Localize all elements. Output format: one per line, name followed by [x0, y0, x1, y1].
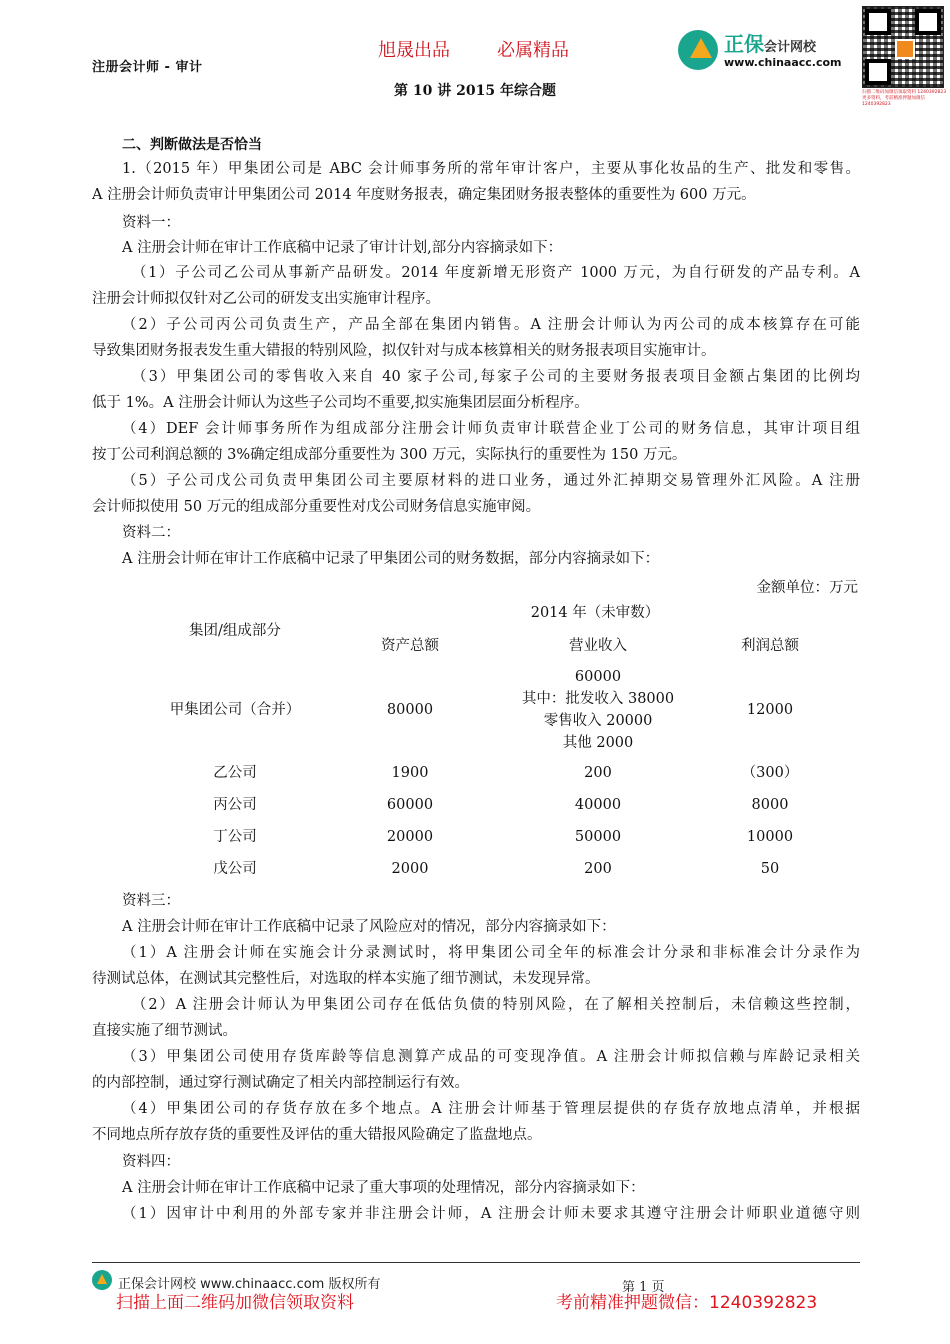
m3-item3-b: 的内部控制，通过穿行测试确定了相关内部控制运行有效。 — [92, 1075, 469, 1091]
table-cell-revenue-wholesale: 其中：批发收入 38000 — [521, 691, 675, 707]
table-cell-revenue-other: 其他 2000 — [562, 735, 634, 751]
table-row-name: 丙公司 — [213, 797, 257, 813]
footer-copyright: 正保会计网校 www.chinaacc.com 版权所有 — [118, 1277, 381, 1292]
table-cell-profit: 10000 — [746, 829, 794, 845]
promo-left: 扫描上面二维码加微信领取资料 — [116, 1293, 354, 1313]
m1-item5-b: 会计师拟使用 50 万元的组成部分重要性对戊公司财务信息实施审阅。 — [92, 499, 541, 515]
m1-item5-a: （5）子公司戊公司负责甲集团公司主要原材料的进口业务，通过外汇掉期交易管理外汇风险。A 注册 — [122, 473, 860, 489]
promo-right: 考前精准押题微信：1240392823 — [556, 1293, 818, 1313]
m1-item2-a: （2）子公司丙公司负责生产，产品全部在集团内销售。A 注册会计师认为丙公司的成本核算存在可能 — [122, 317, 860, 333]
logo-url: www.chinaacc.com — [724, 56, 842, 69]
qr-caption: 扫描二维码加微信领取资料 1240392823 更多资料，考前精准押题加微信 1240392823 — [862, 90, 947, 107]
material2-intro: A 注册会计师在审计工作底稿中记录了甲集团公司的财务数据，部分内容摘录如下： — [122, 551, 660, 567]
table-cell-profit: （300） — [741, 765, 799, 781]
m3-item1-a: （1）A 注册会计师在实施会计分录测试时，将甲集团公司全年的标准会计分录和非标准会计分录作为 — [122, 945, 860, 961]
table-cell-revenue: 40000 — [574, 797, 622, 813]
material3-label: 资料三： — [122, 893, 180, 909]
table-cell-assets: 1900 — [391, 765, 429, 781]
material2-label: 资料二： — [122, 525, 180, 541]
table-cell-revenue: 200 — [584, 861, 612, 877]
logo-brand: 正保会计网校 — [724, 32, 817, 56]
q-intro-line-2: A 注册会计师负责审计甲集团公司 2014 年度财务报表，确定集团财务报表整体的重要性为 600 万元。 — [92, 187, 756, 203]
footer-divider — [92, 1262, 860, 1263]
m3-item2-a: （2）A 注册会计师认为甲集团公司存在低估负债的特别风险，在了解相关控制后，未信赖这些控制， — [132, 997, 860, 1013]
page-number: 第 1 页 — [622, 1280, 665, 1295]
m1-item3-a: （3）甲集团公司的零售收入来自 40 家子公司,每家子公司的主要财务报表项目金额占集团的比例均 — [132, 369, 860, 385]
table-cell-revenue: 200 — [584, 765, 612, 781]
m3-item3-a: （3）甲集团公司使用存货库龄等信息测算产成品的可变现净值。A 注册会计师拟信赖与库龄记录相关 — [122, 1049, 860, 1065]
m3-item4-a: （4）甲集团公司的存货存放在多个地点。A 注册会计师基于管理层提供的存货存放地点清单，并根据 — [122, 1101, 860, 1117]
logo-mark-icon — [678, 30, 718, 70]
material3-intro: A 注册会计师在审计工作底稿中记录了风险应对的情况，部分内容摘录如下： — [122, 919, 616, 935]
m1-item1-b: 注册会计师拟仅针对乙公司的研发支出实施审计程序。 — [92, 291, 440, 307]
m1-item2-b: 导致集团财务报表发生重大错报的特别风险，拟仅针对与成本核算相关的财务报表项目实施审计。 — [92, 343, 716, 359]
table-header-assets: 资产总额 — [381, 638, 439, 654]
table-cell-profit: 12000 — [746, 702, 794, 718]
slogan-right: 必属精品 — [497, 40, 569, 61]
course-title: 注册会计师 - 审计 — [92, 60, 203, 75]
table-row-name: 丁公司 — [213, 829, 257, 845]
slogan-left: 旭晟出品 — [378, 40, 450, 61]
table-year-header: 2014 年（未审数） — [530, 605, 660, 621]
m1-item4-a: （4）DEF 会计师事务所作为组成部分注册会计师负责审计联营企业丁公司的财务信息，其审计项目组 — [122, 421, 860, 437]
m1-item4-b: 按丁公司利润总额的 3%确定组成部分重要性为 300 万元，实际执行的重要性为 150 万元。 — [92, 447, 687, 463]
section-heading: 二、判断做法是否恰当 — [122, 137, 262, 153]
m1-item3-b: 低于 1%。A 注册会计师认为这些子公司均不重要,拟实施集团层面分析程序。 — [92, 395, 589, 411]
material1-label: 资料一： — [122, 215, 180, 231]
table-row-name: 戊公司 — [213, 861, 257, 877]
table-cell-revenue: 60000 — [574, 669, 622, 685]
m1-item1-a: （1）子公司乙公司从事新产品研发。2014 年度新增无形资产 1000 万元，为自行研发的产品专利。A — [132, 265, 860, 281]
amount-unit: 金额单位：万元 — [756, 580, 858, 596]
table-cell-revenue-retail: 零售收入 20000 — [543, 713, 653, 729]
material4-intro: A 注册会计师在审计工作底稿中记录了重大事项的处理情况，部分内容摘录如下： — [122, 1180, 645, 1196]
m3-item1-b: 待测试总体，在测试其完整性后，对选取的样本实施了细节测试，未发现异常。 — [92, 971, 600, 987]
qr-code-icon — [862, 6, 944, 88]
material1-intro: A 注册会计师在审计工作底稿中记录了审计计划,部分内容摘录如下： — [122, 240, 563, 256]
table-col-group-header: 集团/组成部分 — [189, 623, 281, 639]
footer-logo-icon — [92, 1270, 112, 1290]
q-intro-line-1: 1.（2015 年）甲集团公司是 ABC 会计师事务所的常年审计客户，主要从事化妆品的生产、批发和零售。 — [122, 161, 860, 177]
material4-label: 资料四： — [122, 1154, 180, 1170]
table-row-name: 乙公司 — [213, 765, 257, 781]
table-cell-assets: 2000 — [391, 861, 429, 877]
table-cell-assets: 20000 — [386, 829, 434, 845]
table-cell-revenue: 50000 — [574, 829, 622, 845]
table-cell-profit: 50 — [760, 861, 780, 877]
table-header-profit: 利润总额 — [741, 638, 799, 654]
chinaacc-logo — [678, 26, 858, 74]
table-row-name: 甲集团公司（合并） — [169, 702, 301, 718]
m3-item2-b: 直接实施了细节测试。 — [92, 1023, 237, 1039]
table-cell-assets: 60000 — [386, 797, 434, 813]
table-header-revenue: 营业收入 — [569, 638, 627, 654]
m3-item4-b: 不同地点所存放存货的重要性及评估的重大错报风险确定了监盘地点。 — [92, 1127, 542, 1143]
table-cell-profit: 8000 — [751, 797, 789, 813]
lecture-title: 第 10 讲 2015 年综合题 — [394, 83, 556, 99]
table-cell-assets: 80000 — [386, 702, 434, 718]
m4-item1: （1）因审计中利用的外部专家并非注册会计师，A 注册会计师未要求其遵守注册会计师职业道德守则 — [122, 1206, 860, 1222]
